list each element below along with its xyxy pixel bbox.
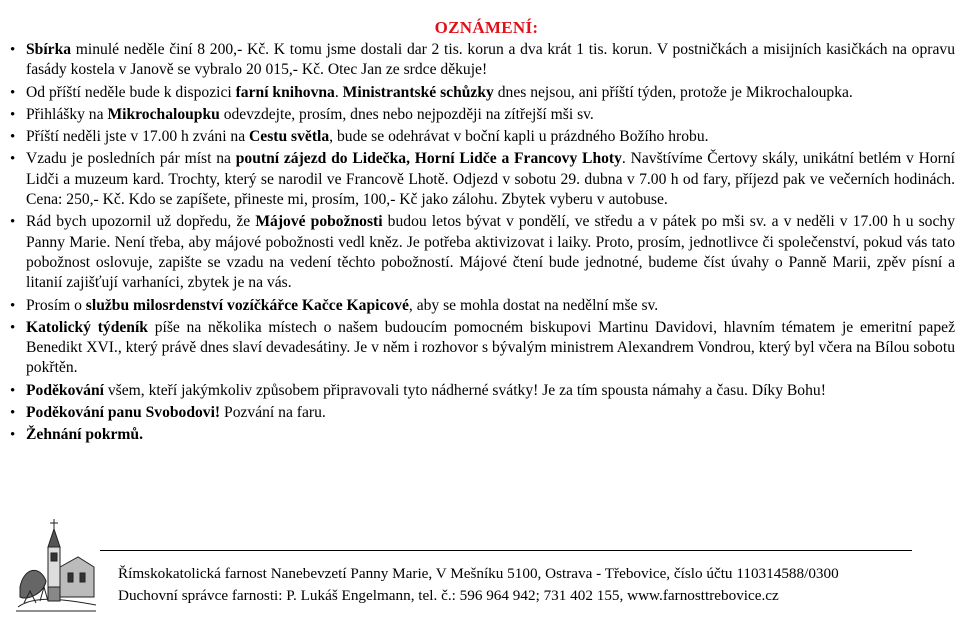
bullet-icon: • (10, 319, 16, 336)
announcement-text: Přihlášky na (26, 105, 108, 123)
footer (118, 563, 948, 607)
announcement-item (10, 425, 955, 445)
announcement-text: Rád bych upozornil už dopředu, že (26, 213, 256, 231)
announcement-text: Příští neděli jste v 17.00 h zváni na (26, 128, 250, 146)
bullet-icon: • (10, 42, 16, 58)
announcement-list (10, 40, 955, 448)
announcement-item (10, 381, 955, 401)
footer-parish-info: Římskokatolická farnost Nanebevzetí Panny Marie, V Mešníku 5100, Ostrava - Třebovice, číslo účtu 110314588/0300 (118, 565, 839, 582)
announcement-title: OZNÁMENÍ: (434, 18, 539, 37)
announcement-highlight: Mikrochaloupku (107, 105, 220, 123)
announcement-item (10, 212, 955, 293)
announcement-text: Vzadu je posledních pár míst na (26, 150, 236, 168)
announcement-text: . (334, 83, 343, 101)
announcement-text: Od příští neděle bude k dispozici (26, 83, 236, 101)
announcement-highlight: Katolický týdeník (26, 318, 148, 336)
announcement-text: minulé neděle činí 8 200,- Kč. K tomu jsme dostali dar 2 tis. korun a dva krát 1 tis. korun. V postničkách a misijních kasičkách na opravu fasády kostela v Janově se vybralo 20 015,- Kč. Otec Jan ze srdce děkuje! (26, 41, 955, 79)
announcement-text: Prosím o (26, 296, 86, 314)
announcement-item (10, 127, 955, 147)
footer-divider (100, 550, 912, 551)
announcement-highlight: Sbírka (26, 41, 72, 58)
announcement-highlight: Žehnání pokrmů. (26, 426, 143, 444)
announcement-text: Pozvání na faru. (220, 404, 326, 422)
announcement-text: budou letos bývat v pondělí, ve středu a v pátek po mši sv. a v neděli v 17.00 h u sochy Panny Marie. Není třeba, aby májové pobožnosti vedl kněz. Je potřeba aktivizovat i laiky. Proto, prosím, jednotlivce či společenství, pokud vás tato pobožnost oslovuje, zapište se vzadu na vedení těchto pobožností. Májové čtení bude jednotné, budeme číst úvahy o Panně Marii, zpěv písní a litanií zajišťují varhaníci, zbytek je na vás. (26, 213, 955, 292)
bullet-icon: • (10, 84, 16, 101)
bullet-icon: • (10, 427, 16, 444)
bullet-icon: • (10, 405, 16, 422)
church-drawing-icon (14, 517, 98, 613)
announcement-item (10, 318, 955, 379)
bullet-icon: • (10, 297, 16, 314)
bullet-icon: • (10, 129, 16, 146)
announcement-text: , bude se odehrávat v boční kapli u prázdného Božího hrobu. (329, 128, 709, 146)
announcement-highlight: Ministrantské schůzky (342, 83, 494, 101)
announcement-highlight: farní knihovna (235, 83, 335, 101)
footer-contact-info: Duchovní správce farnosti: P. Lukáš Engelmann, tel. č.: 596 964 942; 731 402 155, www.farnosttrebovice.cz (118, 587, 779, 604)
announcement-highlight: Poděkování (26, 381, 104, 399)
bullet-icon: • (10, 382, 16, 399)
announcement-text: všem, kteří jakýmkoliv způsobem připravovali tyto nádherné svátky! Je za tím spousta námahy a času. Díky Bohu! (103, 381, 826, 399)
announcement-item (10, 403, 955, 423)
announcement-highlight: službu milosrdenství vozíčkářce Kačce Kapicové (85, 296, 409, 314)
announcement-item (10, 296, 955, 316)
announcement-text: . Navštívíme Čertovy skály, unikátní betlém v Horní Lidči a muzeum kard. Trochty, který se narodil ve Francově Lhotě. Odjezd v sobotu 29. dubna v 7.00 h od fary, příjezd pak ve večerních hodinách. Cena: 250,- Kč. Kdo se zapíšete, přineste mi, prosím, 100,- Kč jako zálohu. Zbytek vyberu v autobuse. (26, 150, 955, 209)
announcement-highlight: poutní zájezd do Lidečka, Horní Lidče a Francovy Lhoty (235, 150, 622, 168)
announcement-highlight: Cestu světla (249, 128, 330, 146)
announcement-highlight: Májové pobožnosti (255, 213, 383, 231)
announcement-item (10, 105, 955, 125)
bullet-icon: • (10, 106, 16, 123)
announcement-text: píše na několika místech o našem budoucím pomocném biskupovi Martinu Davidovi, hlavním tématem je emeritní papež Benedikt XVI., který právě dnes slaví devadesátiny. Je v něm i rozhovor s bývalým ministrem Alexandrem Vondrou, který byl včera na Bílou sobotu pokřtěn. (26, 318, 955, 377)
announcement-highlight: Poděkování panu Svobodovi! (26, 404, 221, 422)
announcement-item (10, 40, 955, 81)
bullet-icon: • (10, 214, 16, 231)
announcement-text: dnes nejsou, ani příští týden, protože je Mikrochaloupka. (493, 83, 853, 101)
bullet-icon: • (10, 151, 16, 168)
announcement-text: , aby se mohla dostat na nedělní mše sv. (408, 296, 659, 314)
announcement-item (10, 83, 955, 103)
announcement-item (10, 149, 955, 210)
announcement-text: odevzdejte, prosím, dnes nebo nejpozději na zítřejší mši sv. (219, 105, 594, 123)
